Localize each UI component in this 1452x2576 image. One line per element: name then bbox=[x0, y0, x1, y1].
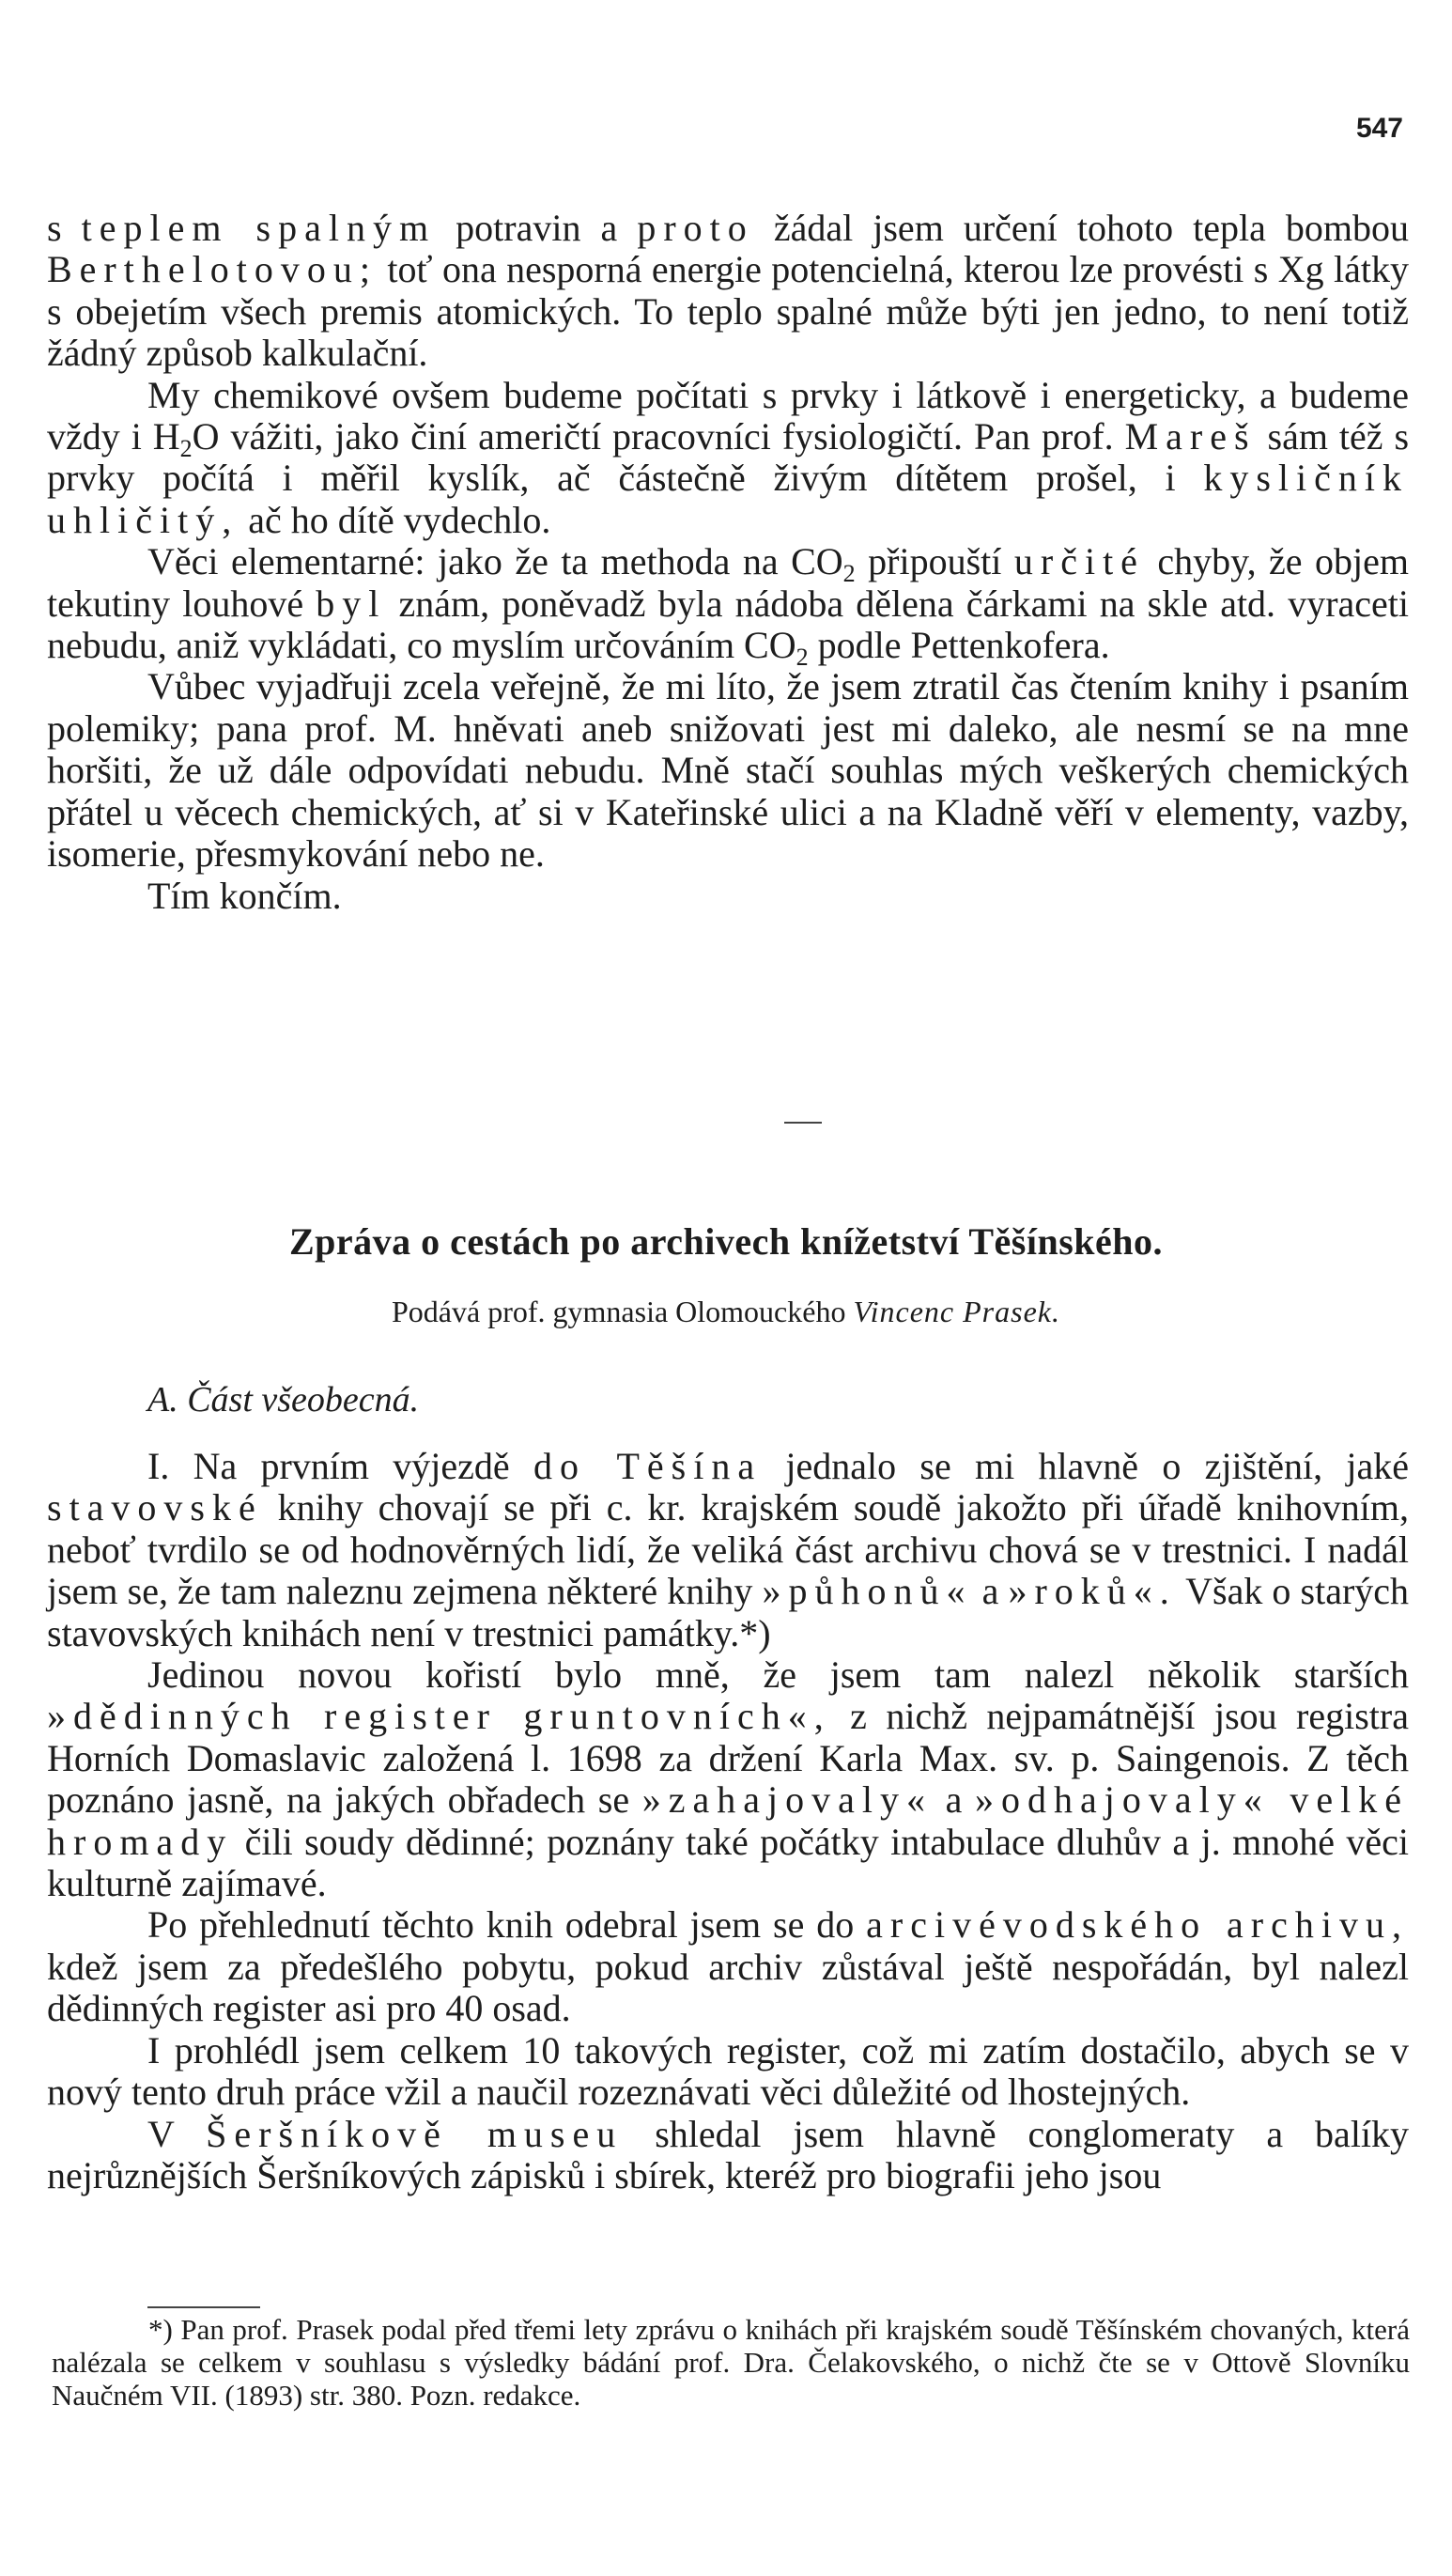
author-name: Vincenc Prasek. bbox=[853, 1295, 1060, 1328]
paragraph: I. Na prvním výjezdě do Těšína jednalo se mi hlavně o zjištění, jaké stavovské knihy chovají se při c. kr. krajském soudě jakožto při úřadě knihovním, neboť tvrdilo se od hodnověrných lidí, že veliká část archivu chová se v trestnici. I nadál jsem se, že tam naleznu zejmena některé knihy »půhonů« a »roků«. Však o starých stavovských knihách není v trestnici památky.*) bbox=[47, 1445, 1410, 1654]
top-section bbox=[47, 208, 1409, 917]
paragraph: My chemikové ovšem budeme počítati s prvky i látkově i energeticky, a budeme vždy i $H_2O$ vážiti, jako činí američtí pracovníci fysiologičtí. Pan prof. Mareš sám též s prvky počítá i měřil kyslík, ač částečně živým dítětem prošel, i kysličník uhličitý, ač ho dítě vydechlo. bbox=[47, 373, 1410, 541]
paragraph: Jedinou novou kořistí bylo mně, že jsem tam nalezl několik starších »dědinných register gruntovních«, z nichž nejpamátnější jsou registra Horních Domaslavic založená l. 1698 za držení Karla Max. sv. p. Saingenois. Z těch poznáno jasně, na jakých obřadech se »zahajovaly« a »odhajovaly« velké hromady čili soudy dědinné; poznány také počátky intabulace dluhův a j. mnohé věci kulturně zajímavé. bbox=[47, 1653, 1410, 1905]
paragraph: s teplem spalným potravin a proto žádal jsem určení tohoto tepla bombou Berthelotovou; toť ona nesporná energie potencielná, kterou lze provésti s Xg látky s obejetím všech premis atomických. To teplo spalné může býti jen jedno, to není totiž žádný způsob kalkulační. bbox=[47, 207, 1410, 375]
section-heading: A. Část všeobecná. bbox=[147, 1380, 420, 1420]
page-number: 547 bbox=[1355, 113, 1403, 144]
body-section bbox=[47, 1446, 1409, 2196]
footnote-text: *) Pan prof. Prasek podal před třemi lety zprávu o knihách při krajském soudě Těšínském chovaných, která nalézala se celkem v souhlasu s výsledky bádání prof. Dra. Čelakovského, o nichž čte se v Ottově Slovníku Naučném VII. (1893) str. 380. Pozn. redakce. bbox=[52, 2313, 1410, 2412]
footnote bbox=[52, 2313, 1410, 2412]
paragraph: V Šeršníkově museu shledal jsem hlavně conglomeraty a balíky nejrůznějších Šeršníkových zápisků i sbírek, kteréž pro biografii jeho jsou bbox=[47, 2112, 1410, 2196]
byline: Podává prof. gymnasia Olomouckého Vincenc Prasek. bbox=[392, 1295, 1060, 1328]
paragraph: Po přehlednutí těchto knih odebral jsem se do arcivévodského archivu, kdež jsem za předešlého pobytu, pokud archiv zůstával ještě nespořádán, byl nalezl dědinných register asi pro 40 osad. bbox=[47, 1903, 1409, 2030]
section-divider bbox=[784, 1122, 822, 1124]
paragraph: I prohlédl jsem celkem 10 takových register, což mi zatím dostačilo, abych se v nový tento druh práce vžil a naučil rozeznávati věci důležité od lhostejných. bbox=[47, 2028, 1409, 2114]
footnote-divider bbox=[147, 2306, 260, 2308]
paragraph: Tím končím. bbox=[147, 874, 342, 917]
paragraph: Vůbec vyjadřuji zcela veřejně, že mi líto, že jsem ztratil čas čtením knihy i psaním polemiky; pana prof. M. hněvati aneb snižovati jest mi daleko, ale nesmí se na mne horšiti, že už dále odpovídati nebudu. Mně stačí souhlas mých veškerých chemických přátel u věcech chemických, ať si v Kateřinské ulici a na Kladně věří v elementy, vazby, isomerie, přesmykování nebo ne. bbox=[47, 665, 1409, 876]
article-title: Zpráva o cestách po archivech knížetství Těšínského. bbox=[288, 1220, 1164, 1263]
paragraph: Věci elementarné: jako že ta methoda na $CO_2$ připouští určité chyby, že objem tekutiny louhové byl znám, poněvadž byla nádoba dělena čárkami na skle atd. vyraceti nebudu, aniž vykládati, co myslím určováním $CO_2$ podle Pettenkofera. bbox=[47, 540, 1410, 671]
